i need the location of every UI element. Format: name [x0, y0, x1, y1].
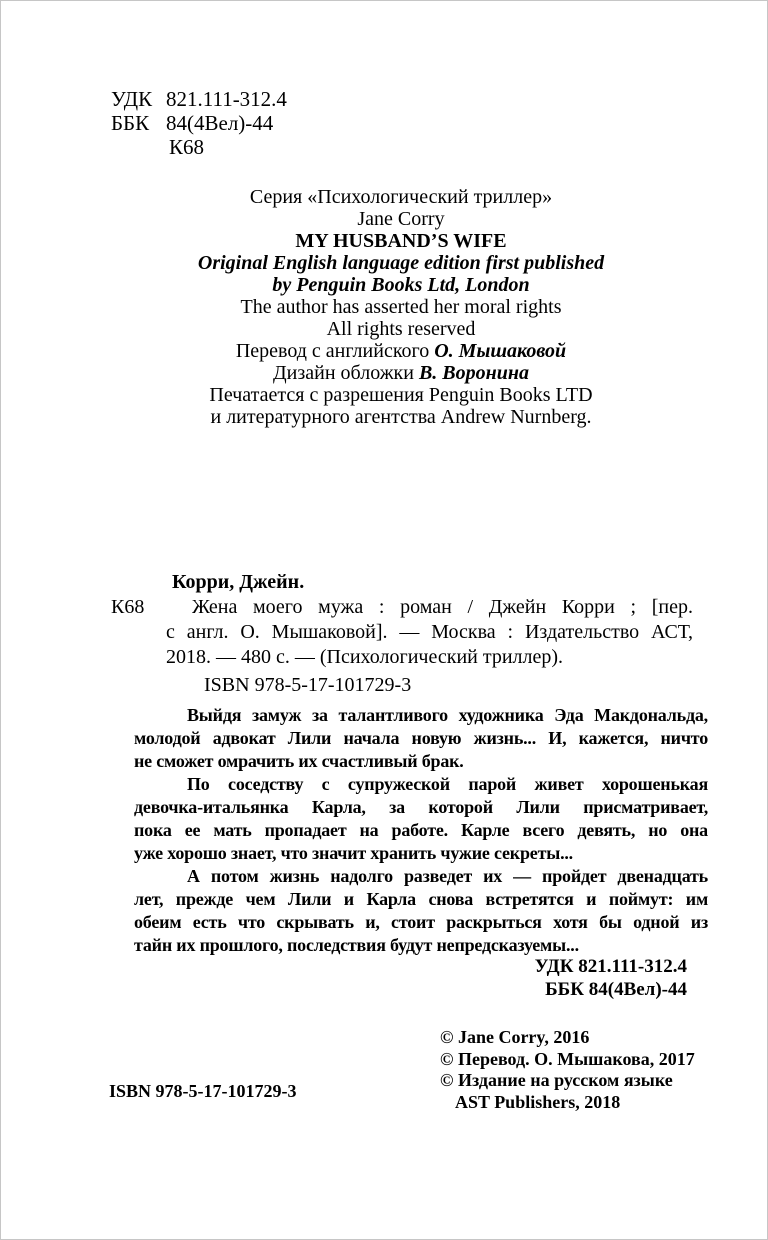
annotation-line: А потом жизнь надолго разведет их — пройдет двенадцать [187, 866, 708, 886]
annotation-line: По соседству с супружеской парой живет хорошенькая [187, 774, 708, 794]
edition-note-line2: by Penguin Books Ltd, London [272, 274, 530, 296]
bottom-classification-codes [535, 955, 687, 1001]
copyright-line: © Перевод. О. Мышакова, 2017 [440, 1048, 695, 1069]
copyright-line: © Jane Corry, 2016 [440, 1027, 590, 1047]
copyright-line: © Издание на русском языке [440, 1070, 673, 1090]
moral-rights-line2: All rights reserved [326, 318, 476, 340]
annotation-line: тайн их прошлого, последствия будут непредсказуемы... [134, 935, 579, 955]
moral-rights-line1: The author has asserted her moral rights [240, 296, 562, 318]
translation-prefix: Перевод с английского [235, 340, 430, 362]
biblio-isbn: ISBN 978-5-17-101729-3 [204, 674, 412, 696]
biblio-author-header: Корри, Джейн. [172, 571, 305, 593]
author-sign-code: К68 [169, 135, 205, 159]
copyright-block [440, 1027, 695, 1113]
annotation-line: лет, прежде чем Лили и Карла снова встретятся и поймут: им [134, 889, 708, 909]
cover-design-prefix: Дизайн обложки [273, 362, 414, 384]
annotation-line: уже хорошо знает, что значит хранить чужие секреты... [134, 843, 573, 863]
cover-design-line [94, 362, 708, 384]
annotation-line: девочка-итальянка Карла, за которой Лили присматривает, [134, 797, 708, 817]
biblio-description-line: Жена моего мужа : роман / Джейн Корри ; [пер. [192, 596, 693, 618]
annotation-line: не сможет омрачить их счастливый брак. [134, 751, 464, 771]
permission-line2: и литературного агентства Andrew Nurnberg. [210, 406, 592, 428]
biblio-author-code: К68 [111, 596, 145, 618]
publisher-line: AST Publishers, 2018 [455, 1091, 621, 1112]
annotation-line: пока ее мать пропадает на работе. Карле всего девять, но она [134, 820, 708, 840]
bbk-line [111, 111, 287, 135]
bbk-label: ББК [111, 111, 150, 135]
annotation-line: молодой адвокат Лили начала новую жизнь... И, кажется, ничто [134, 728, 708, 748]
edition-note-line1: Original English language edition first published [197, 252, 605, 274]
isbn-footer: ISBN 978-5-17-101729-3 [109, 1081, 297, 1101]
annotation [134, 704, 708, 957]
bbk-value: 84(4Вел)-44 [166, 111, 274, 135]
biblio-description-line: с англ. О. Мышаковой]. — Москва : Издательство АСТ, [166, 621, 693, 643]
udk-line [111, 87, 287, 111]
translation-line [94, 340, 708, 362]
udk-label: УДК [111, 87, 153, 111]
classification-codes [111, 87, 287, 159]
imprint-block [94, 186, 708, 428]
author-name: Jane Corry [357, 208, 445, 230]
annotation-line: обеим есть что скрывать и, стоит раскрыться хотя бы одной из [134, 912, 708, 932]
translator-name: О. Мышаковой [434, 340, 567, 362]
original-title: MY HUSBAND’S WIFE [295, 230, 507, 252]
biblio-description-line: 2018. — 480 с. — (Психологический триллер). [166, 646, 564, 668]
udk-value: 821.111-312.4 [166, 87, 287, 111]
bottom-bbk: ББК 84(4Вел)-44 [545, 979, 687, 1000]
bibliographic-record [111, 570, 693, 698]
series-line: Серия «Психологический триллер» [249, 186, 553, 208]
cover-designer-name: В. Воронина [418, 362, 529, 384]
permission-line1: Печатается с разрешения Penguin Books LTD [209, 384, 593, 406]
annotation-line: Выйдя замуж за талантливого художника Эда Макдональда, [187, 705, 708, 725]
bottom-udk: УДК 821.111-312.4 [534, 956, 687, 977]
